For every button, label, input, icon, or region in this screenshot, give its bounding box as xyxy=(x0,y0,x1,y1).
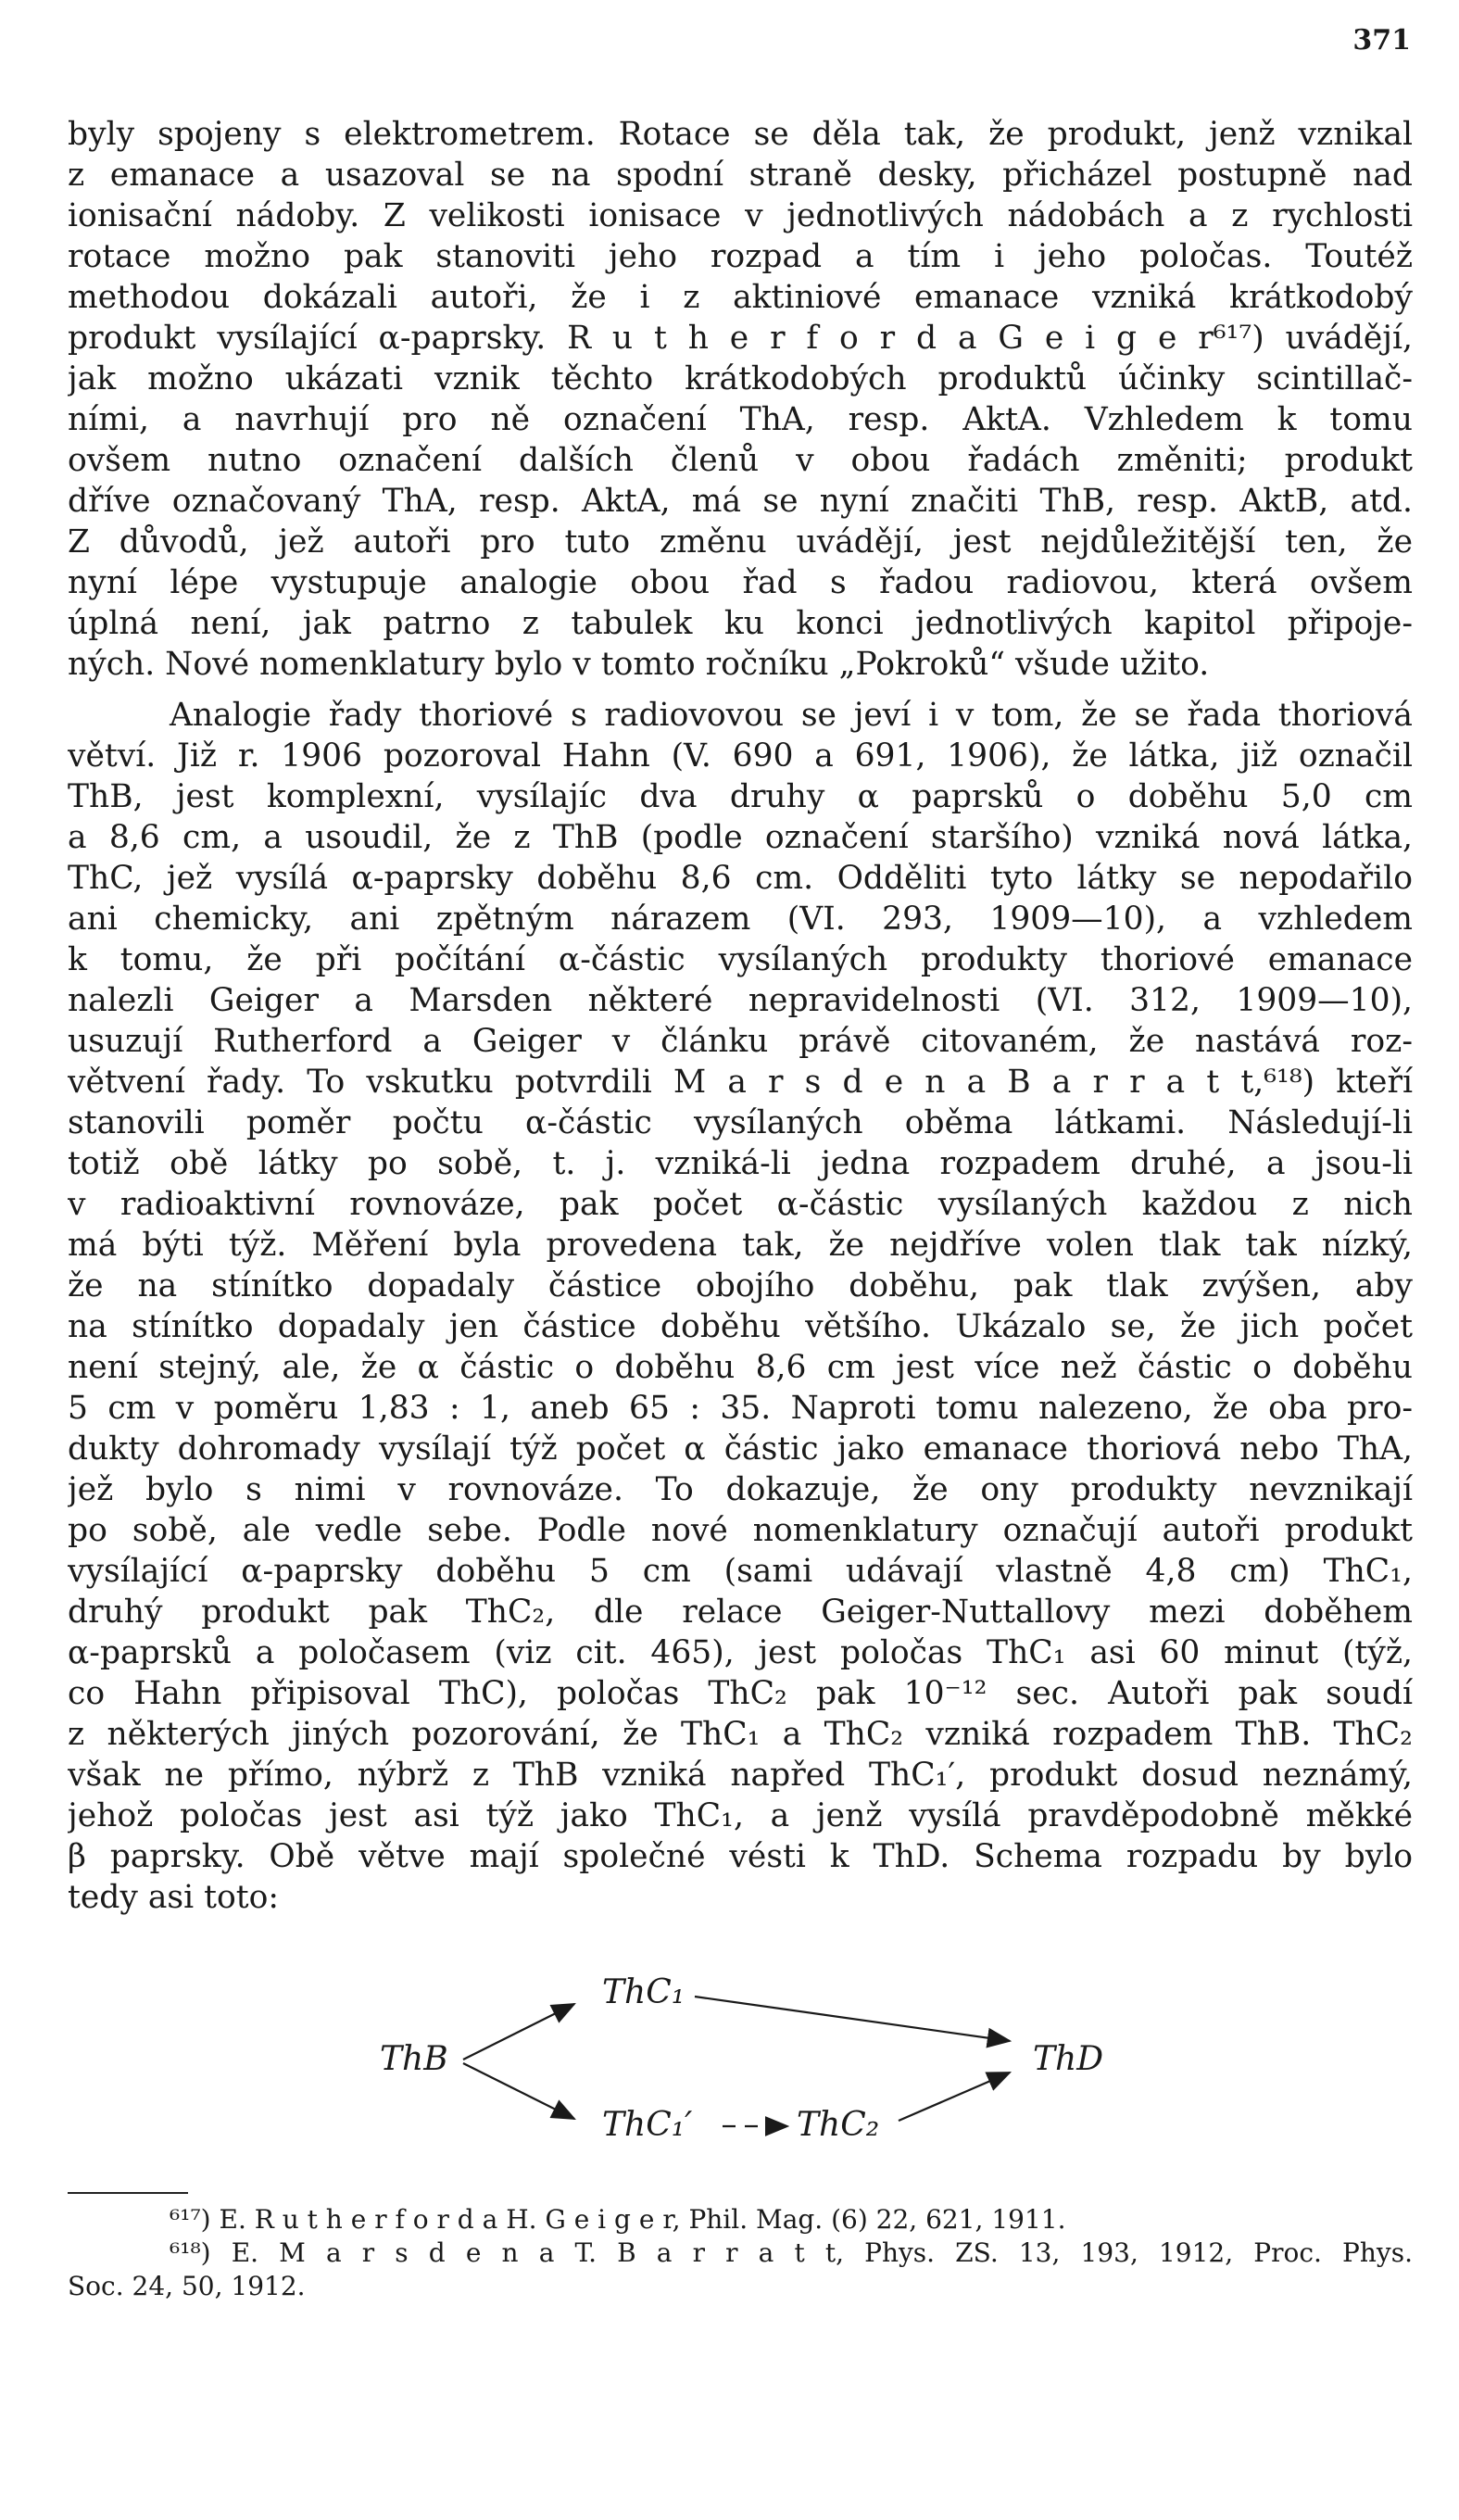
text-line: není stejný, ale, že α částic o doběhu 8,6 cm jest více než částic o doběhu xyxy=(68,1349,1413,1386)
text-line: nyní lépe vystupuje analogie obou řad s řadou radiovou, která ovšem xyxy=(68,564,1413,601)
text-line: tedy asi toto: xyxy=(68,1879,279,1916)
decay-scheme-diagram xyxy=(352,1969,1186,2154)
text-line: k tomu, že při počítání α-částic vysílaných produkty thoriové emanace xyxy=(68,941,1413,978)
text-line: β paprsky. Obě větve mají společné vésti k ThD. Schema rozpadu by bylo xyxy=(68,1838,1413,1875)
text-line: usuzují Rutherford a Geiger v článku právě citovaném, že nastává roz- xyxy=(68,1023,1413,1060)
text-line: dukty dohromady vysílají týž počet α částic jako emanace thoriová nebo ThA, xyxy=(68,1430,1413,1468)
arrow-thb-to-thc1-prime xyxy=(463,2063,574,2119)
text-line: jež bylo s nimi v rovnováze. To dokazuje, že ony produkty nevznikají xyxy=(68,1471,1413,1508)
text-line: ovšem nutno označení dalších členů v obou řadách změniti; produkt xyxy=(68,442,1413,479)
text-line: totiž obě látky po sobě, t. j. vzniká-li jedna rozpadem druhé, a jsou-li xyxy=(68,1145,1413,1182)
footnote-618: ⁶¹⁸) E. M a r s d e n a T. B a r r a t t, Phys. ZS. 13, 193, 1912, Proc. Phys. xyxy=(170,2237,1413,2268)
text-line: větví. Již r. 1906 pozoroval Hahn (V. 690 a 691, 1906), že látka, již označil xyxy=(68,737,1413,775)
footnote-618-cont: Soc. 24, 50, 1912. xyxy=(68,2271,306,2301)
node-thc1-prime: ThC₁′ xyxy=(602,2106,693,2144)
node-thd: ThD xyxy=(1033,2040,1104,2078)
text-line: však ne přímo, nýbrž z ThB vzniká napřed ThC₁′, produkt dosud neznámý, xyxy=(68,1757,1413,1794)
footnote-617: ⁶¹⁷) E. R u t h e r f o r d a H. G e i g e r, Phil. Mag. (6) 22, 621, 1911. xyxy=(170,2204,1066,2235)
text-line: z emanace a usazoval se na spodní straně desky, přicházel postupně nad xyxy=(68,157,1413,194)
text-line: 5 cm v poměru 1,83 : 1, aneb 65 : 35. Naproti tomu nalezeno, že oba pro- xyxy=(68,1390,1413,1427)
text-line: Analogie řady thoriové s radiovovou se jeví i v tom, že se řada thoriová xyxy=(170,697,1413,734)
node-thc2: ThC₂ xyxy=(797,2106,880,2144)
text-line: co Hahn připisoval ThC), poločas ThC₂ pak 10⁻¹² sec. Autoři pak soudí xyxy=(68,1675,1413,1712)
arrow-thc1-to-thd xyxy=(695,1997,1010,2041)
text-line: ných. Nové nomenklatury bylo v tomto ročníku „Pokroků“ všude užito. xyxy=(68,646,1210,683)
arrow-thb-to-thc1 xyxy=(463,2004,574,2060)
text-line: ThC, jež vysílá α-paprsky doběhu 8,6 cm. Odděliti tyto látky se nepodařilo xyxy=(68,860,1413,897)
text-line: větvení řady. To vskutku potvrdili M a r s d e n a B a r r a t t,⁶¹⁸) kteří xyxy=(68,1064,1413,1101)
text-line: α-paprsků a poločasem (viz cit. 465), jest poločas ThC₁ asi 60 minut (týž, xyxy=(68,1634,1413,1671)
text-line: byly spojeny s elektrometrem. Rotace se děla tak, že produkt, jenž vznikal xyxy=(68,116,1413,153)
text-line: má býti týž. Měření byla provedena tak, že nejdříve volen tlak tak nízký, xyxy=(68,1227,1413,1264)
text-line: vysílající α-paprsky doběhu 5 cm (sami udávají vlastně 4,8 cm) ThC₁, xyxy=(68,1553,1413,1590)
text-line: jak možno ukázati vznik těchto krátkodobých produktů účinky scintillač- xyxy=(68,360,1413,397)
text-line: na stínítko dopadaly jen částice doběhu většího. Ukázalo se, že jich počet xyxy=(68,1308,1413,1345)
text-line: ThB, jest komplexní, vysílajíc dva druhy α paprsků o doběhu 5,0 cm xyxy=(68,778,1413,815)
text-line: úplná není, jak patrno z tabulek ku konci jednotlivých kapitol připoje- xyxy=(68,605,1413,642)
text-line: a 8,6 cm, a usoudil, že z ThB (podle označení staršího) vzniká nová látka, xyxy=(68,819,1413,856)
text-line: ními, a navrhují pro ně označení ThA, resp. AktA. Vzhledem k tomu xyxy=(68,401,1413,438)
text-line: nalezli Geiger a Marsden některé nepravidelnosti (VI. 312, 1909—10), xyxy=(68,982,1413,1019)
footnote-rule xyxy=(68,2192,188,2194)
node-thc1: ThC₁ xyxy=(602,1973,685,2011)
arrow-thc2-to-thd xyxy=(899,2073,1010,2121)
text-line: rotace možno pak stanoviti jeho rozpad a tím i jeho poločas. Toutéž xyxy=(68,238,1413,275)
text-line: ani chemicky, ani zpětným nárazem (VI. 293, 1909—10), a vzhledem xyxy=(68,901,1413,938)
text-line: druhý produkt pak ThC₂, dle relace Geiger-Nuttallovy mezi doběhem xyxy=(68,1594,1413,1631)
node-thb: ThB xyxy=(380,2040,448,2078)
text-line: ionisační nádoby. Z velikosti ionisace v jednotlivých nádobách a z rychlosti xyxy=(68,197,1413,234)
text-line: stanovili poměr počtu α-částic vysílaných oběma látkami. Následují-li xyxy=(68,1104,1413,1141)
text-line: v radioaktivní rovnováze, pak počet α-částic vysílaných každou z nich xyxy=(68,1186,1413,1223)
text-line: methodou dokázali autoři, že i z aktiniové emanace vzniká krátkodobý xyxy=(68,279,1413,316)
text-line: po sobě, ale vedle sebe. Podle nové nomenklatury označují autoři produkt xyxy=(68,1512,1413,1549)
text-line: Z důvodů, jež autoři pro tuto změnu uvádějí, jest nejdůležitější ten, že xyxy=(68,523,1413,561)
text-line: produkt vysílající α-paprsky. R u t h e r f o r d a G e i g e r⁶¹⁷) uvádějí, xyxy=(68,320,1413,357)
text-line: z některých jiných pozorování, že ThC₁ a ThC₂ vzniká rozpadem ThB. ThC₂ xyxy=(68,1716,1413,1753)
text-line: jehož poločas jest asi týž jako ThC₁, a jenž vysílá pravděpodobně měkké xyxy=(68,1797,1413,1834)
text-line: že na stínítko dopadaly částice obojího doběhu, pak tlak zvýšen, aby xyxy=(68,1267,1413,1304)
page-number: 371 xyxy=(1352,24,1411,57)
text-line: dříve označovaný ThA, resp. AktA, má se nyní značiti ThB, resp. AktB, atd. xyxy=(68,483,1413,520)
